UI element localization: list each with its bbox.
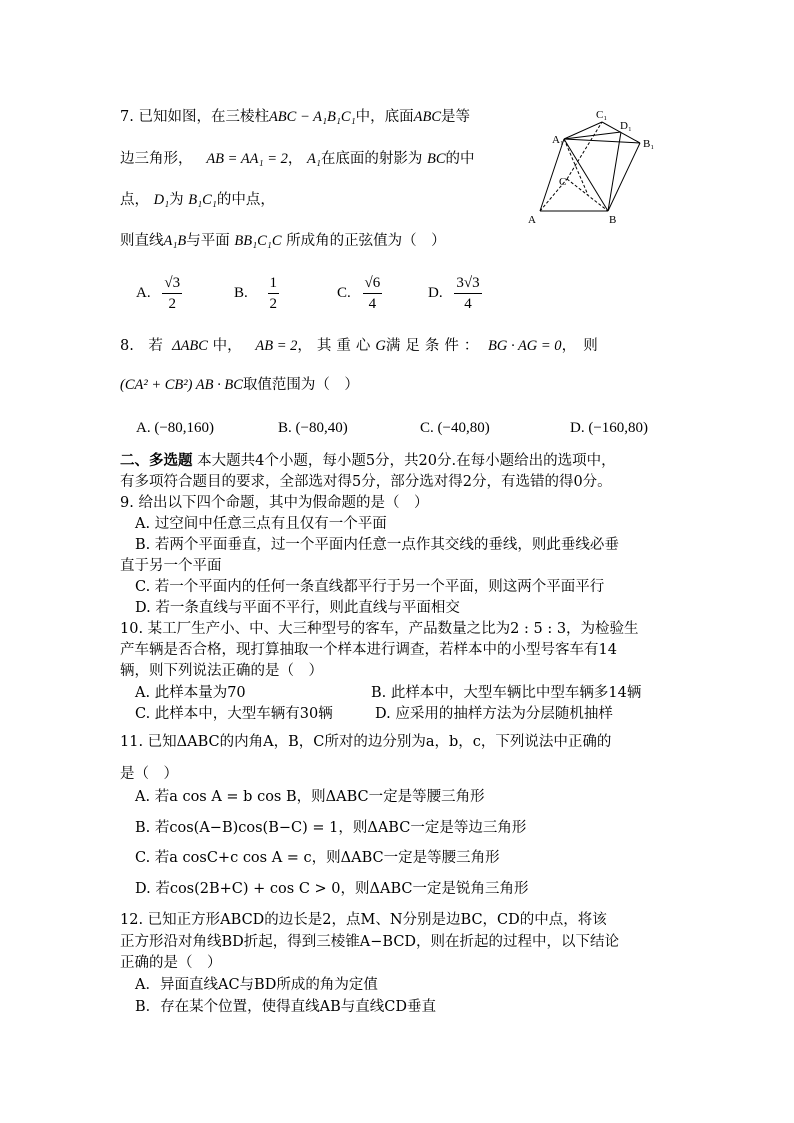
label-c1: C₁ (596, 109, 608, 121)
math: BB₁C₁C (234, 233, 282, 249)
math: (CA² + CB²) AB · BC (120, 377, 243, 393)
denominator: 4 (464, 296, 472, 312)
q7-line1 (120, 108, 470, 126)
q12-option-a[interactable]: A．异面直线AC与BD所成的角为定值 (135, 977, 378, 993)
label-a1: A₁ (552, 134, 564, 146)
q8-line1 (120, 337, 598, 355)
q11-option-d[interactable]: D. 若cos(2B+C) + cos C > 0，则ΔABC一定是锐角三角形 (135, 881, 529, 897)
math: ABC (413, 109, 442, 125)
math: AB = AA₁ = 2 (206, 151, 288, 167)
section-text: 本大题共4个小题，每小题5分，共20分.在每小题给出的选项中， (197, 453, 616, 469)
q7-line3 (120, 191, 275, 209)
label-a: A (528, 214, 536, 226)
text: 的中 (445, 151, 475, 167)
section-heading (120, 452, 616, 470)
option-value: (−80,40) (295, 420, 348, 436)
text: ， 则 (561, 338, 598, 354)
text: 为 (169, 192, 184, 208)
q9-option-a[interactable]: A. 过空间中任意三点有且仅有一个平面 (135, 516, 387, 532)
denominator: 2 (269, 296, 278, 312)
q10-line2: 产车辆是否合格，现打算抽取一个样本进行调查，若样本中的小型号客车有14 (120, 642, 617, 658)
q7-option-c[interactable] (337, 273, 382, 314)
q9-option-b[interactable]: B. 若两个平面垂直，过一个平面内任意一点作其交线的垂线，则此垂线必垂 (135, 537, 619, 553)
option-value: (−160,80) (588, 420, 649, 436)
q9-option-d[interactable]: D. 若一条直线与平面不平行，则此直线与平面相交 (135, 600, 460, 616)
fraction (162, 273, 182, 314)
text: 7. 已知如图，在三棱柱 (120, 109, 269, 125)
text: ， (287, 151, 303, 167)
text: 8. 若 (120, 338, 163, 354)
label-b: B (609, 214, 617, 226)
math: ΔABC (172, 338, 208, 354)
denominator: 2 (168, 296, 176, 312)
q8-option-a[interactable] (136, 420, 214, 437)
q8-line2 (120, 376, 359, 394)
math: AB = 2 (255, 338, 298, 354)
numerator: 3√3 (454, 273, 481, 294)
text: 的中点， (216, 192, 275, 208)
math: BG · AG = 0 (488, 338, 562, 354)
option-label: B. (234, 285, 248, 301)
text: 所成角的正弦值为（ ） (286, 233, 446, 249)
numerator: √6 (363, 273, 383, 294)
text: 中，底面 (355, 109, 414, 125)
q12-line2: 正方形沿对角线BD折起，得到三棱锥A−BCD，则在折起的过程中，以下结论 (120, 934, 620, 950)
math: A₁ (306, 151, 321, 167)
label-b1: B₁ (643, 138, 655, 150)
option-label: C. (337, 285, 351, 301)
q7-option-d[interactable] (428, 273, 482, 314)
section-title: 二、多选题 (120, 452, 193, 469)
option-label: A. (136, 285, 151, 301)
q11-line1: 11. 已知ΔABC的内角A，B，C所对的边分别为a，b，c，下列说法中正确的 (120, 734, 612, 750)
q12-line3: 正确的是（ ） (120, 955, 222, 971)
text: 是等 (441, 109, 471, 125)
math: B₁C₁ (188, 192, 217, 208)
q12-line1: 12. 已知正方形ABCD的边长是2，点M、N分别是边BC，CD的中点，将该 (120, 912, 607, 928)
fraction (268, 273, 280, 314)
math: BC (426, 151, 446, 167)
q8-option-b[interactable] (278, 420, 348, 437)
text: 满足条件： (385, 338, 484, 354)
math: D₁ (153, 192, 170, 208)
text: 则直线 (120, 233, 164, 249)
q10-option-d[interactable]: D. 应采用的抽样方法为分层随机抽样 (375, 706, 613, 722)
q10-line1: 10. 某工厂生产小、中、大三种型号的客车，产品数量之比为2 : 5 : 3，为检验生 (120, 621, 639, 637)
q7-line2 (120, 150, 475, 168)
q9-option-b-cont: 直于另一个平面 (120, 558, 222, 574)
numerator: √3 (162, 273, 182, 294)
math: A₁B (163, 233, 187, 249)
text: 中， (212, 338, 242, 354)
fraction (454, 273, 481, 314)
q9-option-c[interactable]: C. 若一个平面内的任何一条直线都平行于另一个平面，则这两个平面平行 (135, 579, 605, 595)
text: 取值范围为（ ） (242, 377, 359, 393)
fraction (363, 273, 383, 314)
option-label: B. (278, 420, 292, 436)
q7-option-a[interactable] (136, 273, 182, 314)
label-c: C (559, 176, 567, 188)
option-value: (−40,80) (437, 420, 490, 436)
q10-line3: 辆，则下列说法正确的是（ ） (120, 663, 323, 679)
q11-option-a[interactable]: A. 若a cos A = b cos B，则ΔABC一定是等腰三角形 (135, 789, 485, 805)
option-label: D. (570, 420, 585, 436)
option-label: D. (428, 285, 443, 301)
q8-option-d[interactable] (570, 420, 648, 437)
numerator: 1 (268, 273, 280, 294)
text: 在底面的射影为 (320, 151, 423, 167)
denominator: 4 (368, 296, 377, 312)
text: 点， (120, 192, 149, 208)
q12-option-b[interactable]: B．存在某个位置，使得直线AB与直线CD垂直 (135, 999, 437, 1015)
math: ABC − A₁B₁C₁ (268, 109, 356, 125)
option-label: A. (136, 420, 151, 436)
section-text-2: 有多项符合题目的要求，全部选对得5分，部分选对得2分，有选错的得0分。 (120, 474, 612, 490)
option-value: (−80,160) (154, 420, 215, 436)
text: 边三角形， (120, 151, 193, 167)
q9-stem: 9. 给出以下四个命题，其中为假命题的是（ ） (120, 495, 429, 511)
q10-option-a[interactable]: A. 此样本量为70 (135, 685, 246, 701)
q10-option-b[interactable]: B. 此样本中，大型车辆比中型车辆多14辆 (371, 685, 642, 701)
text: ，其重心 (297, 338, 376, 354)
text: 与平面 (186, 233, 230, 249)
math: G (375, 338, 386, 354)
prism-figure (520, 105, 670, 227)
q11-option-b[interactable]: B. 若cos(A−B)cos(B−C) = 1，则ΔABC一定是等边三角形 (135, 820, 527, 836)
q10-option-c[interactable]: C. 此样本中，大型车辆有30辆 (135, 706, 333, 722)
label-d1: D₁ (620, 120, 632, 132)
q7-option-b[interactable] (234, 273, 279, 314)
q11-line2: 是（ ） (120, 766, 178, 782)
q7-line4 (120, 232, 446, 250)
option-label: C. (420, 420, 434, 436)
q8-option-c[interactable] (420, 420, 490, 437)
q11-option-c[interactable]: C. 若a cosC+c cos A = c，则ΔABC一定是等腰三角形 (135, 850, 500, 866)
